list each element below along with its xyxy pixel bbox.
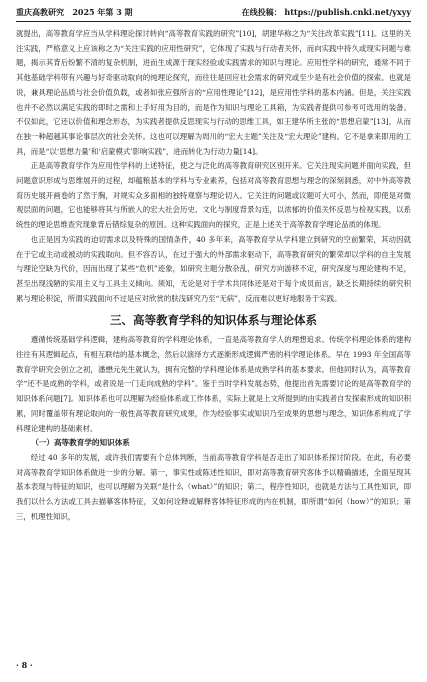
subsection-heading: （一）高等教育学的知识体系: [31, 438, 130, 448]
header-rule: [16, 21, 411, 22]
journal-name: 重庆高教研究: [16, 7, 64, 17]
journal-issue: 2025 年第 3 期: [72, 7, 133, 17]
page-number: · 8 ·: [16, 660, 33, 670]
section-heading: 三、高等教育学科的知识体系与理论体系: [110, 313, 317, 328]
online-submission: [242, 5, 411, 19]
paragraph: 也正是因为实践的迫切需求以及特殊的国情条件，40 多年来，高等教育学从学科建立到研究的空前繁荣，其动因就在于它或主动或被动的实践取向。但不容否认，在过于强大的外部需求驱动下，高等教育研究的繁荣却以学科的自主发展与理论空缺为代价，因而出现了某些“危机”迹象，如研究主题分散杂乱，研究方向游移不定，研究深度与理论建构不足，甚至出现浅陋的实用主义与工具主义倾向。须知，无论是对于学术共同体还是对于每个成员而言，缺乏长期持续的研究积累与理论积淀，所谓实践面向不过是应对欣赏的肤浅研究乃至“无病”，反而难以更好地服务于实践。: [16, 234, 411, 303]
online-label: 在线投稿：: [241, 7, 282, 17]
running-header: [16, 5, 411, 19]
paragraph: 经过 40 多年的发展，或许我们需要有个总体判断，当前高等教育学科是否走出了知识体系探讨阶段。在此，有必要对高等教育学知识体系做进一步的分解。第一，事实性或陈述性知识，即对高等教育研究客体予以精确描述，全面呈现其基本表现与特征的知识，也可以理解为关联“是什么（what）”的知识；第二，程序性知识，也就是方法与工具性知识，即我们以什么方法或工具去描摹客体特征，又如何诠释或解释客体特征形成的内在机制，即所谓“如何（how）”的知识；第三，机理性知识，: [16, 452, 411, 521]
paragraph: 就提出，高等教育学应当从学科理论探讨转向“高等教育实践的研究”[10]，胡建华称之为“关注改革实践”[11]。这里的关注实践，严格意义上应该称之为“关注实践的应用性研究”，它体现了实践与行动者关怀，而向实践中持久或现实问题与难题，揭示其背后纷繁不清的复杂机制，进而生成源于现实经验或实践需求的知识与理论。应用性学科的研究，通常不同于其他基础学科带有兴趣与好奇驱动取向的纯理论探究，而往往是回应社会需求的研究或至少是有社会价值的探索。也就是说，兼具理论品质与社会价值负载，或者如张应强所言的“应用性理论”[12]，是应用性学科的基本内涵。但是，关注实践也并不必然以满足实践的即时之需和上手好用为目的，而是作为知识与理论工具箱，为实践者提供可参考可选用的装备。不仅如此，它还以价值和理念形态，为实践者提供反思现实与行动的思维工具，如王建华所主张的“思想启蒙”[13]，从而在独一种超越其事论事层次的社会关怀。这也可以理解为周川的“宏大主题”关注及“宏大理论”建构。它不是拿来即用的工具，而是“以‘思想力量’和‘启蒙模式’影响实践”，进而转化为行动力量[14]。: [16, 29, 411, 156]
journal-title: [16, 5, 133, 19]
paragraph: 正是高等教育学作为应用性学科的上述特征，使之与泛化的高等教育研究区别开来。它关注现实问题并面向实践，但问题意识形成与思维展开的过程，却蕴粮基本的学科与专业素养，包括对高等教育思想与理念的深刻洞悉，对中外高等教育历史展开画卷的了然于胸，对规实众多面相的独特观察与理论切入。它关注的问题或议题可大可小，然而，即使是对微观层面的问题，它也能够将其与所嵌入的宏大社会历史、文化与制度背景勾连，以浓郁的价值关怀反思与检视实践，以系统性的理论思维查究现象背后错综复杂的原因。这种实践面向的探究，正是上述关于高等教育学理论品质的体现。: [16, 161, 411, 230]
article-body: [16, 27, 411, 525]
paragraph: 遵循传统基础学科逻辑，建构高等教育的学科理论体系，一直是高等教育学人的理想追求。传统学科理论体系的建构往往有其逻辑起点，有相互联结的基本概念，然后以演绎方式逐渐形成逻辑严密的科学理论体系。早在 1993 年全国高等教育学研究会创立之初，潘懋元先生就认为，拥有完整的学科理论体系是成熟学科的基本要求。但他同时认为，高等教育学“还不是成熟的学科，或者说是一门走向成熟的学科”。鉴于当时学科发展态势，他提出首先需要讨论的是高等教育学的知识体系问题[7]。知识体系也可以理解为经验体系或工作体系，实际上就是上文所提到的由实践者自发探索形成的知识积累，同时覆盖带有理论取向的一般性高等教育研究成果，作为经验事实或知识乃至成果的思想与理念，知识体系构成了学科理论建构的基础素材。: [16, 335, 411, 433]
online-url[interactable]: https://publish.cnki.net/yxyy: [284, 7, 411, 17]
